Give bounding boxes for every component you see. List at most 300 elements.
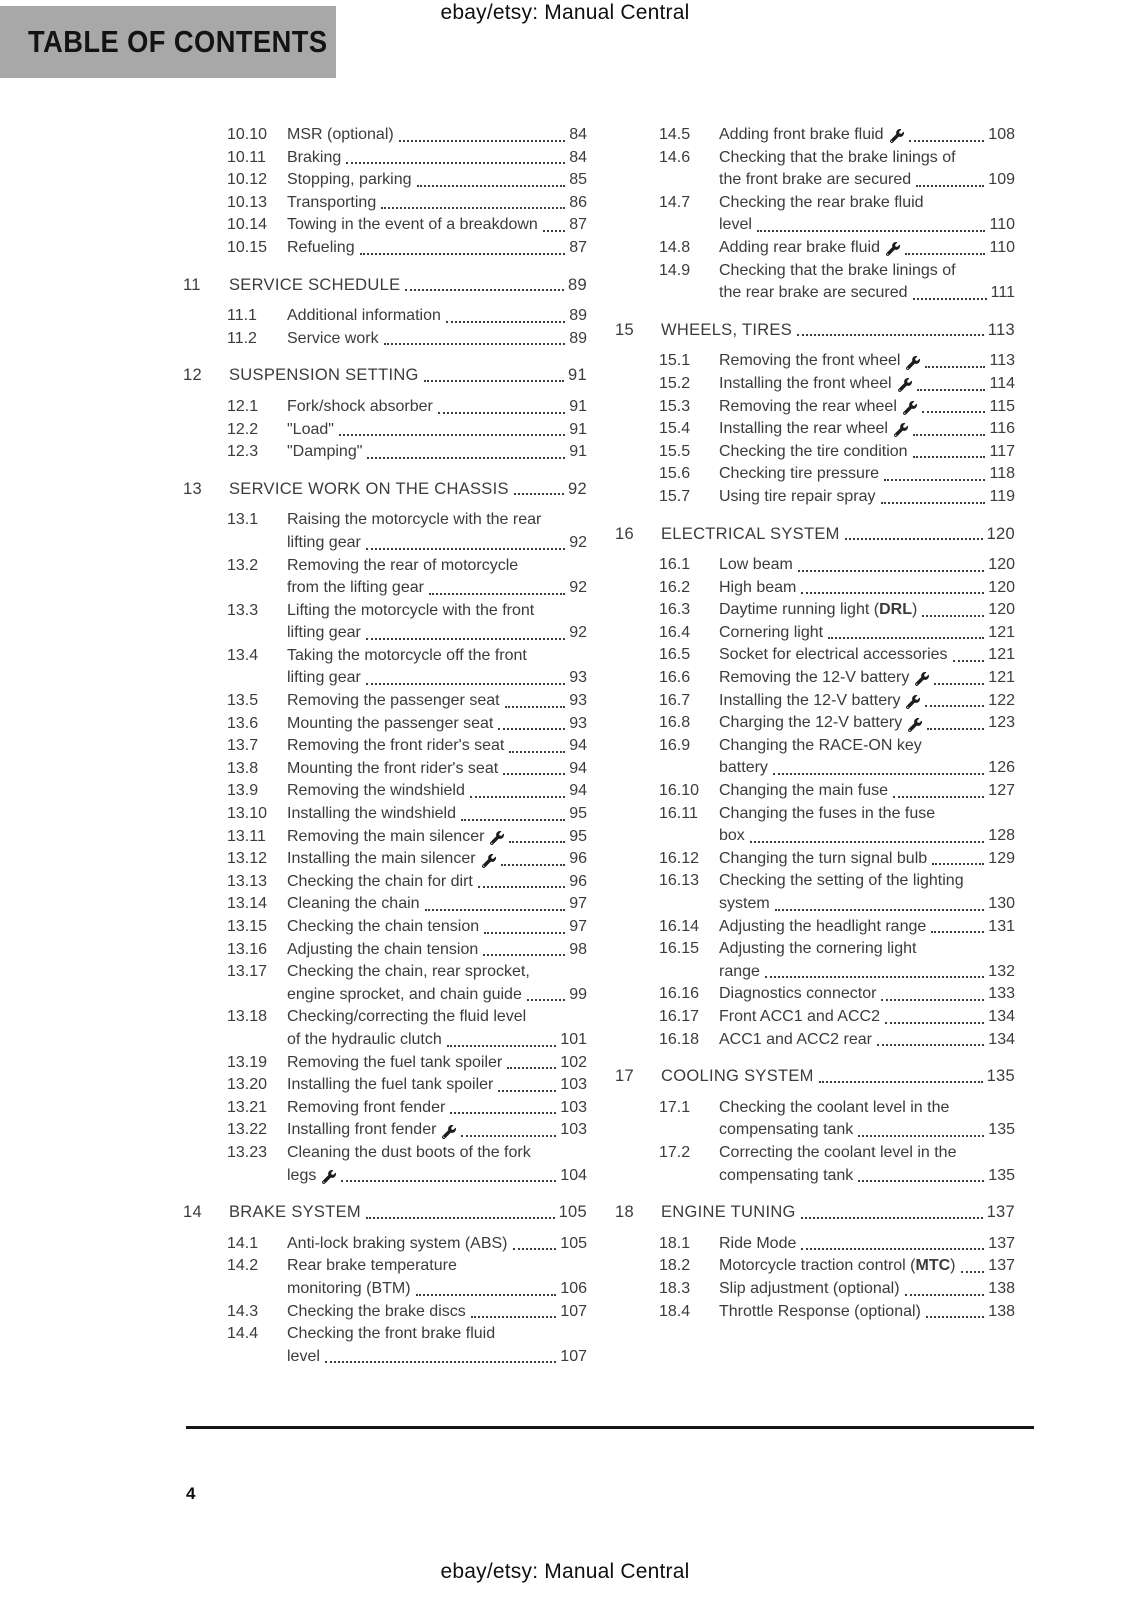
toc-entry-number: 15.2 (659, 374, 691, 392)
toc-entry-page: 99 (569, 985, 587, 1003)
toc-entry-line (719, 147, 1015, 170)
toc-entry-line (661, 1065, 1015, 1088)
toc-entry-number: 10.11 (227, 148, 266, 166)
toc-entry-content (719, 1301, 1015, 1324)
toc-section-row (615, 396, 1015, 419)
toc-entry-content (719, 983, 1015, 1006)
toc-entry-page: 84 (569, 126, 587, 143)
toc-entry-content (287, 237, 587, 260)
toc-entry-content (287, 848, 587, 871)
toc-entry-line (719, 463, 1015, 486)
toc-entry-line (287, 147, 587, 170)
toc-section-row (183, 509, 587, 554)
toc-entry-title: High beam (719, 578, 797, 596)
toc-entry-number: 13.8 (227, 759, 259, 777)
dot-leader (893, 796, 984, 798)
toc-entry-page: 131 (988, 917, 1015, 935)
toc-entry-number: 14.3 (227, 1302, 259, 1320)
toc-entry-title: Checking the rear brake fluid (719, 193, 924, 211)
toc-entry-content (287, 1052, 587, 1075)
toc-entry-line (719, 735, 1015, 758)
toc-entry-page: 135 (986, 1067, 1015, 1086)
toc-entry-line (287, 1301, 587, 1324)
toc-section-row (183, 237, 587, 260)
toc-section-row (183, 441, 587, 464)
toc-entry-page: 109 (988, 171, 1015, 189)
toc-entry-number: 16.12 (659, 849, 700, 867)
toc-entry-number: 14.8 (659, 238, 691, 256)
toc-entry-line (719, 260, 1015, 283)
toc-entry-line (719, 893, 1015, 916)
toc-entry-title: SUSPENSION SETTING (229, 366, 419, 385)
toc-entry-page: 132 (988, 962, 1015, 980)
toc-entry-title: Anti-lock braking system (ABS) (287, 1234, 508, 1252)
toc-entry-number: 16.5 (659, 646, 691, 664)
toc-entry-content (719, 1097, 1015, 1142)
toc-entry-number: 13.9 (227, 782, 259, 800)
toc-entry-number: 13.16 (227, 940, 268, 958)
toc-entry-line (719, 1097, 1015, 1120)
toc-entry-title: Low beam (719, 556, 793, 574)
toc-section-row (183, 555, 587, 600)
toc-entry-content (719, 577, 1015, 600)
dot-leader (405, 289, 564, 291)
footer-rule (186, 1426, 1034, 1429)
toc-entry-title: Changing the main fuse (719, 782, 888, 800)
toc-section-row (615, 124, 1015, 147)
toc-entry-page: 120 (988, 556, 1015, 574)
dot-leader (953, 660, 985, 662)
toc-entry-title: Throttle Response (optional) (719, 1302, 921, 1320)
dot-leader (905, 253, 986, 255)
toc-section-row (615, 622, 1015, 645)
toc-entry-number: 15.3 (659, 397, 691, 415)
toc-entry-line (719, 712, 1015, 735)
toc-section-row (615, 712, 1015, 735)
toc-section-row (183, 328, 587, 351)
toc-entry-line (287, 803, 587, 826)
toc-section-row (615, 1233, 1015, 1256)
toc-entry-content (719, 1278, 1015, 1301)
toc-entry-number: 13.19 (227, 1053, 268, 1071)
dot-leader (461, 819, 565, 821)
toc-entry-page: 97 (569, 918, 587, 935)
dot-leader (926, 1316, 984, 1318)
toc-entry-line (287, 396, 587, 419)
toc-entry-page: 103 (560, 1098, 587, 1116)
toc-entry-title: Installing the main silencer (287, 850, 476, 868)
dot-leader (858, 1135, 984, 1137)
toc-entry-content (287, 1119, 587, 1142)
toc-entry-page: 84 (569, 148, 587, 166)
toc-section-row (615, 938, 1015, 983)
toc-entry-line (287, 441, 587, 464)
toc-entry-title: Removing the front rider's seat (287, 737, 505, 755)
toc-entry-number: 16.9 (659, 736, 691, 754)
dot-leader (801, 1248, 984, 1250)
toc-entry-line (719, 916, 1015, 939)
toc-entry-page: 126 (988, 759, 1015, 777)
dot-leader (366, 638, 565, 640)
dot-leader (925, 705, 984, 707)
toc-entry-page: 122 (988, 691, 1015, 709)
toc-entry-page: 138 (988, 1302, 1015, 1320)
toc-entry-page: 91 (568, 366, 587, 385)
toc-entry-page: 120 (988, 601, 1015, 619)
toc-entry-number: 10.10 (227, 126, 268, 143)
toc-section-row (183, 1119, 587, 1142)
toc-entry-line (287, 237, 587, 260)
dot-leader (913, 434, 986, 436)
toc-section-row (183, 1255, 587, 1300)
toc-entry-page: 93 (569, 692, 587, 710)
toc-entry-title: Checking tire pressure (719, 465, 880, 483)
dot-leader (909, 140, 985, 142)
toc-entry-line (287, 826, 587, 849)
dot-leader (750, 841, 985, 843)
toc-entry-number: 17 (615, 1067, 634, 1086)
toc-entry-content (719, 803, 1015, 848)
toc-section-row (183, 939, 587, 962)
toc-entry-page: 134 (988, 1007, 1015, 1025)
toc-entry-title: Cleaning the dust boots of the fork (287, 1143, 531, 1161)
toc-entry-page: 86 (569, 193, 587, 211)
toc-entry-content (719, 237, 1015, 260)
toc-entry-number: 15.1 (659, 352, 691, 370)
toc-entry-line (287, 713, 587, 736)
dot-leader (881, 999, 984, 1001)
toc-entry-content (661, 319, 1015, 342)
toc-entry-title: ACC1 and ACC2 rear (719, 1030, 872, 1048)
dot-leader (527, 999, 565, 1001)
toc-entry-number: 18.1 (659, 1234, 691, 1252)
toc-entry-title: Refueling (287, 238, 355, 256)
toc-entry-content (287, 893, 587, 916)
toc-section-row (615, 1278, 1015, 1301)
dot-leader (484, 932, 565, 934)
toc-entry-page: 113 (989, 352, 1015, 370)
toc-entry-page: 135 (988, 1121, 1015, 1139)
toc-entry-title: Slip adjustment (optional) (719, 1279, 900, 1297)
dot-leader (922, 615, 984, 617)
toc-entry-number: 11 (183, 275, 201, 294)
toc-entry-line (287, 1074, 587, 1097)
toc-entry-title: of the hydraulic clutch (287, 1030, 442, 1048)
toc-entry-page: 92 (569, 533, 587, 551)
toc-entry-line (719, 848, 1015, 871)
toc-entry-page: 91 (569, 443, 587, 461)
toc-entry-number: 12 (183, 366, 202, 385)
toc-section-row (615, 848, 1015, 871)
dot-leader (424, 380, 564, 382)
toc-chapter-row (183, 364, 587, 387)
toc-section-row (183, 826, 587, 849)
toc-entry-content (661, 523, 1015, 546)
dot-leader (381, 207, 565, 209)
toc-section-row (183, 803, 587, 826)
wrench-icon (322, 1170, 336, 1184)
toc-entry-number: 13.20 (227, 1076, 268, 1094)
toc-section-row (615, 463, 1015, 486)
toc-entry-page: 97 (569, 895, 587, 913)
dot-leader (366, 1217, 555, 1219)
toc-section-row (615, 577, 1015, 600)
toc-entry-number: 16.11 (659, 804, 698, 822)
toc-entry-page: 96 (569, 872, 587, 890)
toc-entry-number: 13.22 (227, 1121, 268, 1139)
toc-entry-number: 15.5 (659, 442, 691, 460)
dot-leader (360, 253, 566, 255)
toc-section-row (615, 486, 1015, 509)
toc-entry-title: Checking the front brake fluid (287, 1325, 496, 1343)
toc-entry-content (661, 1065, 1015, 1088)
toc-entry-line (719, 396, 1015, 419)
dot-leader (366, 548, 565, 550)
toc-section-row (183, 871, 587, 894)
toc-entry-title: Adjusting the cornering light (719, 940, 917, 958)
dot-leader (498, 728, 565, 730)
dot-leader (913, 298, 987, 300)
toc-chapter-row (183, 274, 587, 297)
toc-entry-title: Checking that the brake linings of (719, 261, 956, 279)
toc-entry-line (719, 599, 1015, 622)
dot-leader (797, 334, 984, 336)
toc-entry-content (287, 939, 587, 962)
dot-leader (931, 931, 984, 933)
toc-entry-line (287, 509, 587, 532)
dot-leader (507, 1067, 556, 1069)
dot-leader (514, 493, 564, 495)
toc-right-column (615, 124, 1015, 1323)
toc-entry-number: 13.21 (227, 1098, 268, 1116)
toc-entry-number: 10.13 (227, 193, 268, 211)
toc-section-row (615, 1006, 1015, 1029)
toc-entry-line (719, 1301, 1015, 1324)
toc-entry-title: Adjusting the chain tension (287, 940, 479, 958)
toc-entry-page: 95 (569, 805, 587, 823)
toc-entry-content (287, 1074, 587, 1097)
dot-leader (819, 1081, 983, 1083)
toc-entry-line (287, 735, 587, 758)
toc-entry-content (719, 938, 1015, 983)
toc-entry-page: 120 (988, 578, 1015, 596)
toc-entry-title: COOLING SYSTEM (661, 1067, 814, 1086)
toc-entry-title: Towing in the event of a breakdown (287, 216, 538, 234)
toc-section-row (615, 667, 1015, 690)
toc-entry-page: 129 (988, 849, 1015, 867)
dot-leader (932, 863, 984, 865)
toc-entry-title: Daytime running light (DRL) (719, 601, 918, 619)
toc-entry-page: 111 (990, 284, 1015, 302)
toc-entry-title: Checking the setting of the lighting (719, 872, 964, 890)
toc-entry-title: Removing front fender (287, 1098, 446, 1116)
toc-section-row (615, 1142, 1015, 1187)
toc-entry-page: 123 (988, 714, 1015, 732)
toc-entry-page: 94 (569, 737, 587, 755)
toc-entry-line (287, 1052, 587, 1075)
toc-section-row (183, 961, 587, 1006)
toc-section-row (615, 690, 1015, 713)
toc-entry-line (719, 803, 1015, 826)
toc-section-row (183, 735, 587, 758)
toc-section-row (183, 1006, 587, 1051)
toc-entry-title: level (719, 216, 752, 234)
toc-entry-content (287, 1097, 587, 1120)
toc-entry-number: 12.3 (227, 443, 259, 461)
toc-section-row (183, 713, 587, 736)
toc-entry-page: 113 (987, 320, 1015, 339)
dot-leader (513, 1248, 557, 1250)
dot-leader (367, 457, 565, 459)
dot-leader (927, 728, 984, 730)
toc-entry-title: Braking (287, 148, 342, 166)
toc-entry-title: compensating tank (719, 1121, 854, 1139)
toc-entry-line (719, 825, 1015, 848)
dot-leader (922, 411, 986, 413)
toc-section-row (183, 780, 587, 803)
dot-leader (503, 773, 565, 775)
toc-entry-title: Removing the windshield (287, 782, 465, 800)
toc-entry-title: Mounting the passenger seat (287, 714, 494, 732)
toc-entry-page: 121 (988, 669, 1015, 687)
toc-entry-title: engine sprocket, and chain guide (287, 985, 522, 1003)
toc-entry-content (719, 1233, 1015, 1256)
toc-entry-page: 105 (558, 1203, 587, 1222)
toc-section-row (183, 893, 587, 916)
toc-entry-line (287, 124, 587, 147)
toc-entry-title: Removing the rear wheel (719, 397, 897, 415)
toc-entry-title: Removing the passenger seat (287, 692, 500, 710)
toc-entry-number: 16.7 (659, 691, 691, 709)
toc-entry-line (287, 532, 587, 555)
toc-entry-number: 14.7 (659, 193, 691, 211)
toc-entry-line (719, 622, 1015, 645)
toc-entry-content (229, 478, 587, 501)
toc-entry-number: 16.2 (659, 578, 691, 596)
toc-entry-content (287, 916, 587, 939)
toc-entry-line (719, 554, 1015, 577)
toc-entry-title: the front brake are secured (719, 171, 912, 189)
toc-entry-content (719, 599, 1015, 622)
toc-section-row (615, 1255, 1015, 1278)
toc-entry-line (287, 1323, 587, 1346)
toc-entry-content (287, 509, 587, 554)
toc-entry-title: Checking the chain for dirt (287, 872, 473, 890)
toc-entry-title: Adding front brake fluid (719, 126, 884, 143)
toc-entry-number: 16.18 (659, 1030, 700, 1048)
dot-leader (765, 976, 984, 978)
toc-entry-page: 119 (989, 487, 1015, 505)
toc-entry-page: 110 (989, 238, 1015, 256)
dot-leader (471, 1316, 557, 1318)
toc-entry-page: 104 (560, 1166, 587, 1184)
toc-entry-content (287, 192, 587, 215)
dot-leader (501, 864, 566, 866)
toc-entry-page: 110 (989, 216, 1015, 234)
toc-entry-number: 13.14 (227, 895, 268, 913)
toc-entry-content (287, 780, 587, 803)
toc-entry-content (719, 735, 1015, 780)
wrench-icon (894, 423, 908, 437)
toc-entry-title: range (719, 962, 760, 980)
toc-entry-title: Checking the coolant level in the (719, 1098, 950, 1116)
toc-entry-line (287, 848, 587, 871)
wrench-icon (442, 1125, 456, 1139)
top-watermark: ebay/etsy: Manual Central (440, 1, 690, 24)
toc-entry-title: box (719, 827, 745, 845)
toc-entry-content (719, 1006, 1015, 1029)
toc-section-row (615, 599, 1015, 622)
toc-entry-line (287, 916, 587, 939)
toc-entry-line (287, 645, 587, 668)
toc-entry-number: 16.4 (659, 623, 691, 641)
toc-entry-title: from the lifting gear (287, 579, 424, 597)
toc-entry-title: Lifting the motorcycle with the front (287, 601, 535, 619)
toc-entry-title: Front ACC1 and ACC2 (719, 1007, 880, 1025)
toc-entry-number: 17.2 (659, 1143, 691, 1161)
toc-entry-line (287, 871, 587, 894)
toc-entry-number: 14.5 (659, 126, 691, 143)
toc-entry-line (719, 644, 1015, 667)
toc-entry-content (229, 364, 587, 387)
toc-entry-line (719, 983, 1015, 1006)
toc-entry-page: 120 (986, 524, 1015, 543)
toc-entry-line (287, 1233, 587, 1256)
toc-entry-page: 106 (560, 1279, 587, 1297)
toc-entry-number: 16.13 (659, 872, 700, 890)
toc-section-row (615, 441, 1015, 464)
toc-entry-number: 14 (183, 1203, 202, 1222)
dot-leader (446, 321, 565, 323)
toc-entry-title: Changing the RACE-ON key (719, 736, 922, 754)
toc-entry-content (287, 826, 587, 849)
toc-entry-title: Removing the 12-V battery (719, 669, 910, 687)
toc-section-row (615, 192, 1015, 237)
toc-section-row (183, 600, 587, 645)
toc-entry-line (719, 780, 1015, 803)
toc-entry-line (287, 1346, 587, 1369)
toc-section-row (183, 1142, 587, 1187)
toc-entry-line (287, 984, 587, 1007)
toc-entry-content (661, 1201, 1015, 1224)
toc-entry-title: system (719, 895, 770, 912)
toc-entry-number: 14.9 (659, 261, 691, 279)
toc-entry-page: 107 (560, 1302, 587, 1320)
toc-entry-line (719, 757, 1015, 780)
toc-entry-number: 13.12 (227, 850, 268, 868)
toc-entry-page: 127 (988, 782, 1015, 800)
toc-section-row (615, 147, 1015, 192)
toc-entry-line (287, 600, 587, 623)
title-box (0, 6, 336, 78)
toc-section-row (615, 1097, 1015, 1142)
toc-entry-line (719, 870, 1015, 893)
toc-entry-page: 117 (989, 442, 1015, 460)
dot-leader (905, 1294, 985, 1296)
dot-leader (384, 343, 566, 345)
toc-entry-number: 13.11 (227, 827, 266, 845)
dot-leader (801, 592, 984, 594)
toc-entry-number: 11.1 (227, 307, 257, 325)
toc-section-row (615, 373, 1015, 396)
toc-entry-title: Additional information (287, 307, 441, 325)
toc-entry-title: ENGINE TUNING (661, 1203, 796, 1222)
toc-entry-line (719, 938, 1015, 961)
dot-leader (438, 412, 565, 414)
dot-leader (478, 886, 565, 888)
toc-entry-title: MSR (optional) (287, 126, 394, 143)
toc-entry-line (229, 1201, 587, 1224)
